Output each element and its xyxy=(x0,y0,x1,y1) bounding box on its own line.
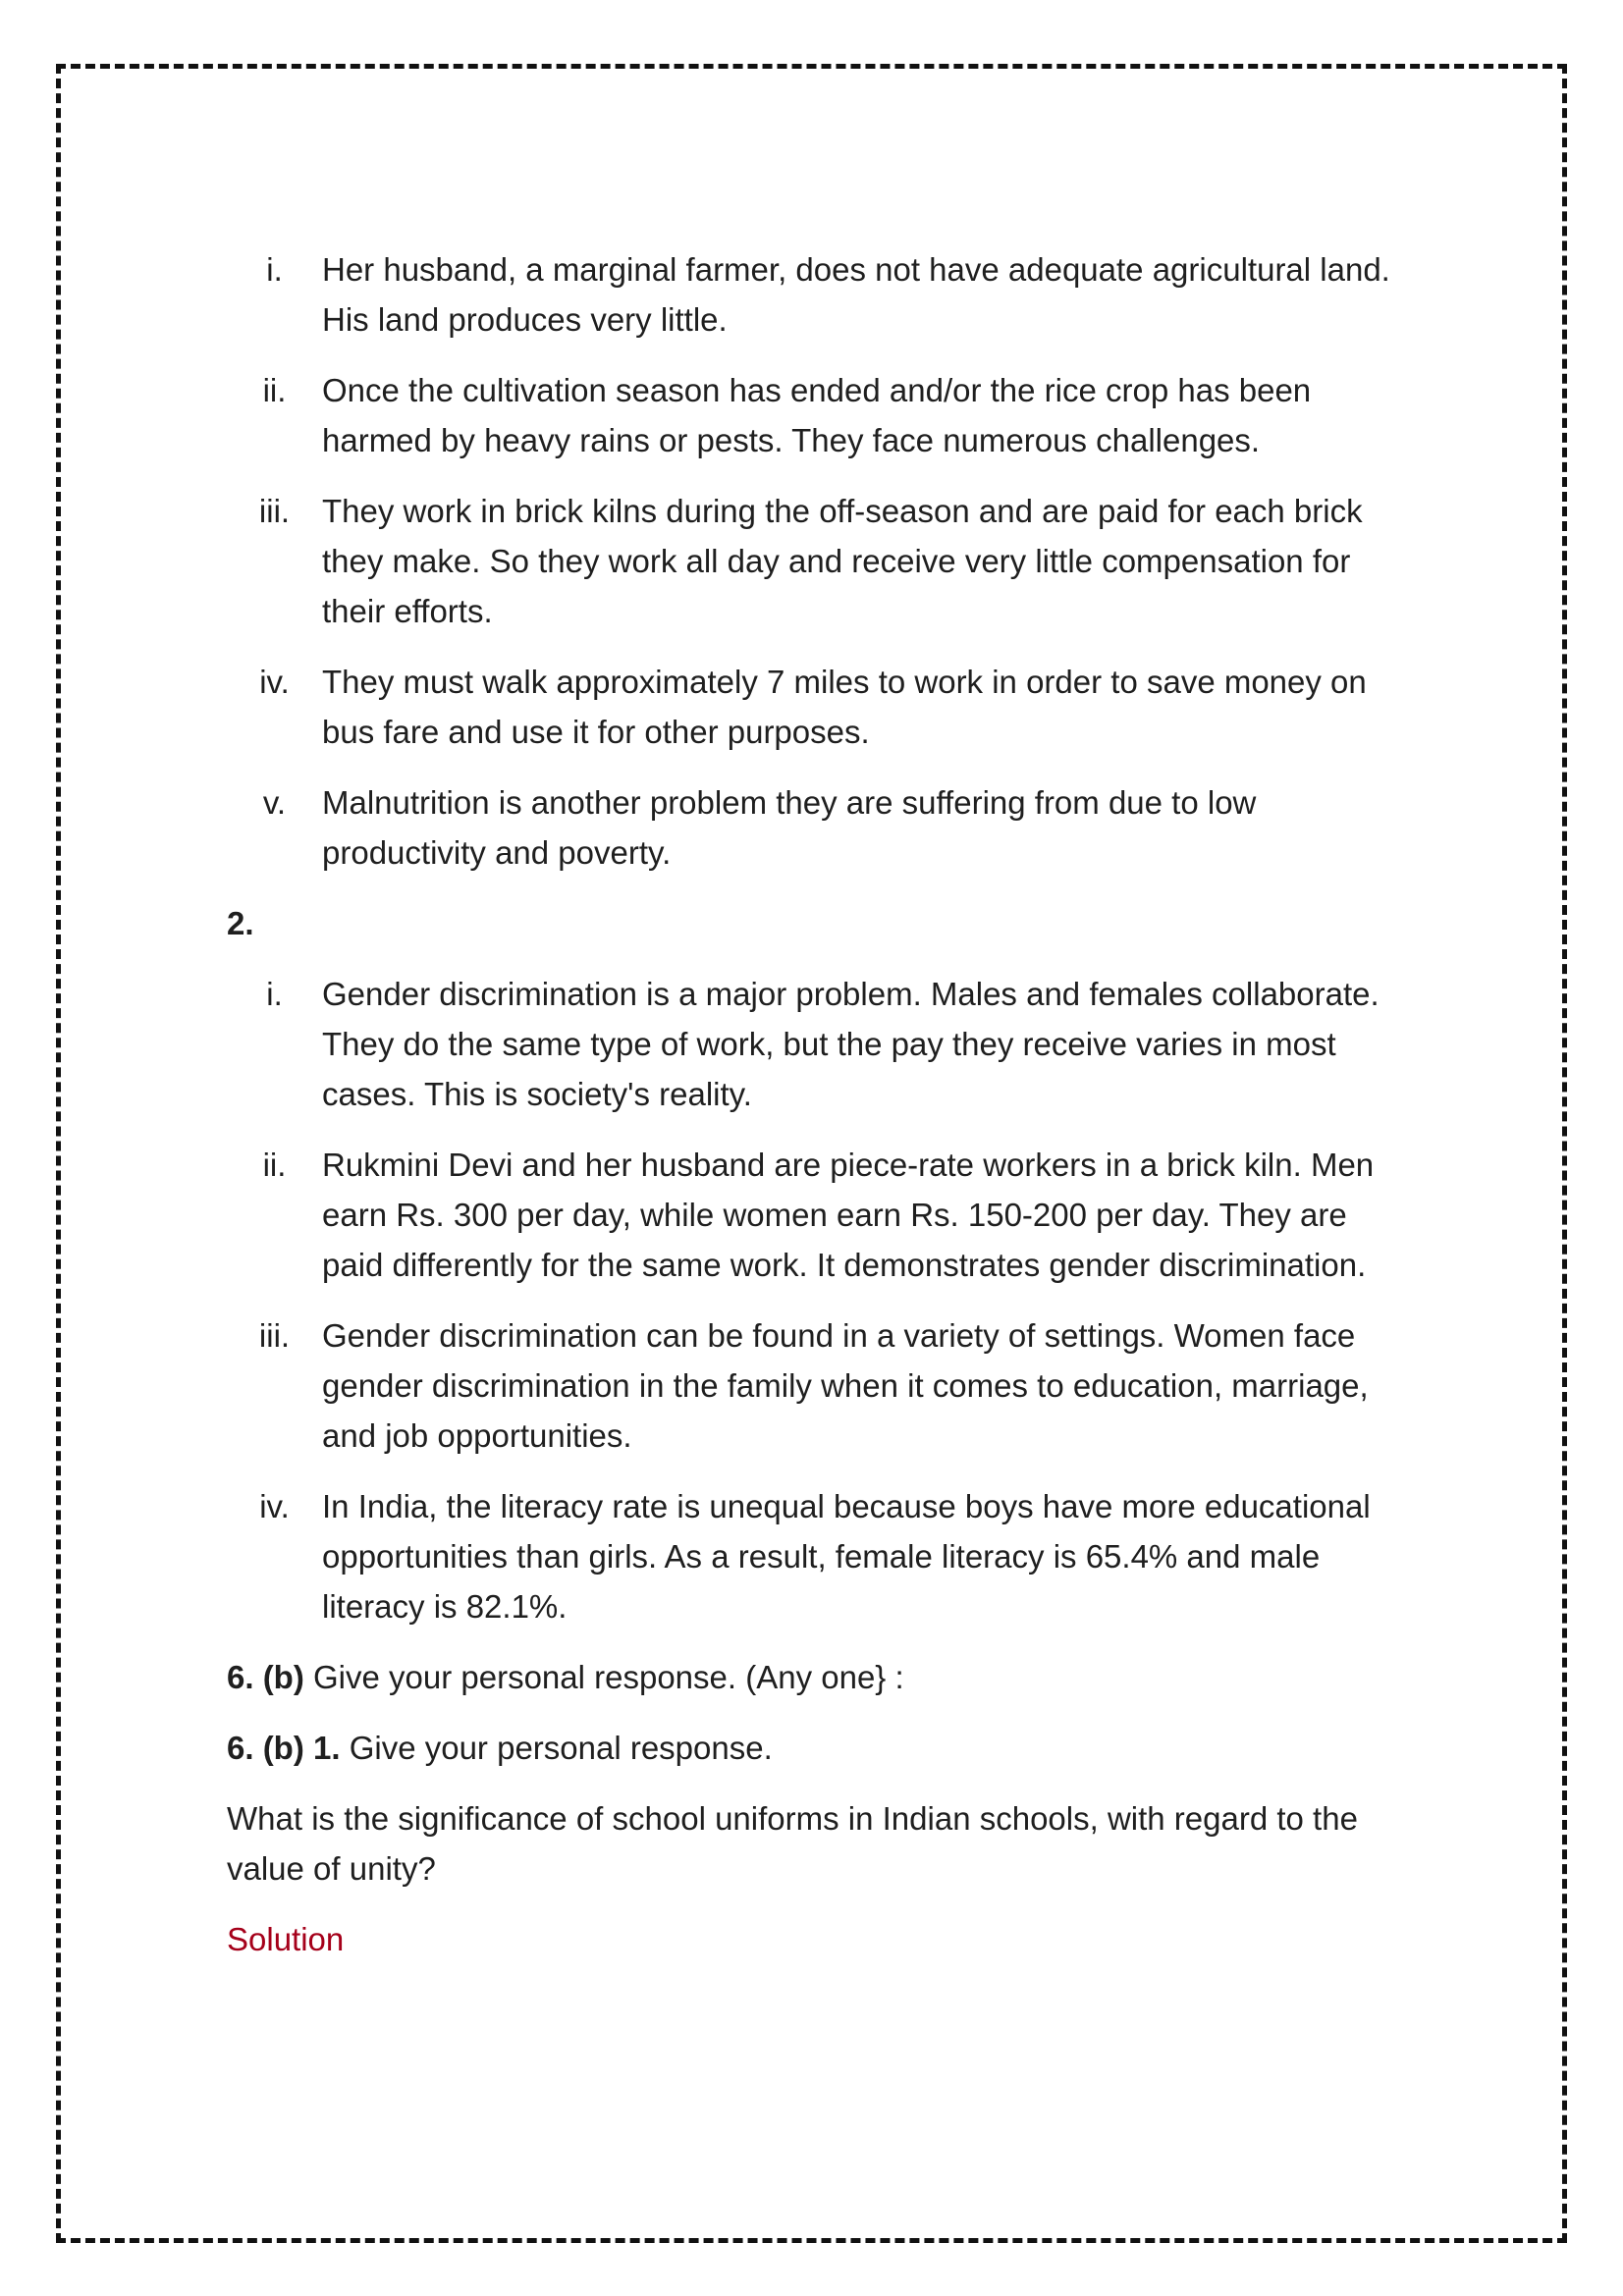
list-item-text: Once the cultivation season has ended and/or the rice crop has been harmed by heavy rains or pests. They face numerous challenges. xyxy=(322,372,1312,458)
list-item-text: Gender discrimination is a major problem. Males and females collaborate. They do the same type of work, but the pay they receive varies in most cases. This is society's reality. xyxy=(322,976,1380,1112)
list-item xyxy=(227,365,1405,465)
list-item xyxy=(227,1310,1405,1461)
solution-label: Solution xyxy=(227,1921,345,1957)
document-body xyxy=(227,244,1405,1985)
list-item xyxy=(227,1481,1405,1631)
list-item xyxy=(227,486,1405,636)
list-item-number: ii. xyxy=(262,372,287,408)
list-item-number: i. xyxy=(266,976,283,1012)
list-item-number: v. xyxy=(262,784,287,821)
list-item xyxy=(227,969,1405,1119)
list-item-number: iii. xyxy=(258,1317,291,1354)
list-item xyxy=(227,1140,1405,1290)
list-item-number: ii. xyxy=(262,1147,287,1183)
list-item xyxy=(227,244,1405,345)
question-6b-label: 6. (b) xyxy=(227,1659,304,1695)
list-b xyxy=(227,969,1405,1631)
list-item-number: iii. xyxy=(258,493,291,529)
list-item-text: Malnutrition is another problem they are suffering from due to low productivity and poverty. xyxy=(322,784,1257,871)
question-6b1-text: Give your personal response. xyxy=(340,1730,773,1766)
list-item-text: Gender discrimination can be found in a variety of settings. Women face gender discrimination in the family when it comes to education, marriage, and job opportunities. xyxy=(322,1317,1369,1454)
list-item-number: iv. xyxy=(259,1488,290,1524)
list-item-text: Rukmini Devi and her husband are piece-rate workers in a brick kiln. Men earn Rs. 300 per day, while women earn Rs. 150-200 per day. They are paid differently for the same work. It demonstrates gender discrimination. xyxy=(322,1147,1375,1283)
list-item-text: They work in brick kilns during the off-season and are paid for each brick they make. So they work all day and receive very little compensation for their efforts. xyxy=(322,493,1363,629)
list-item-text: In India, the literacy rate is unequal because boys have more educational opportunities than girls. As a result, female literacy is 65.4% and male literacy is 82.1%. xyxy=(322,1488,1371,1625)
question-6b1-label: 6. (b) 1. xyxy=(227,1730,341,1766)
question-6b-text: Give your personal response. (Any one} : xyxy=(303,1659,904,1695)
list-a xyxy=(227,244,1405,878)
list-item-text: Her husband, a marginal farmer, does not have adequate agricultural land. His land produces very little. xyxy=(322,251,1390,338)
section-2-heading: 2. xyxy=(227,905,254,941)
list-item-number: iv. xyxy=(259,664,290,700)
question-6b-heading xyxy=(227,1652,1405,1702)
list-item-text: They must walk approximately 7 miles to work in order to save money on bus fare and use it for other purposes. xyxy=(322,664,1367,750)
list-item xyxy=(227,777,1405,878)
list-item-number: i. xyxy=(266,251,283,288)
question-6b1-heading xyxy=(227,1723,1405,1773)
list-item xyxy=(227,657,1405,757)
question-text: What is the significance of school uniforms in Indian schools, with regard to the value of unity? xyxy=(227,1800,1358,1887)
